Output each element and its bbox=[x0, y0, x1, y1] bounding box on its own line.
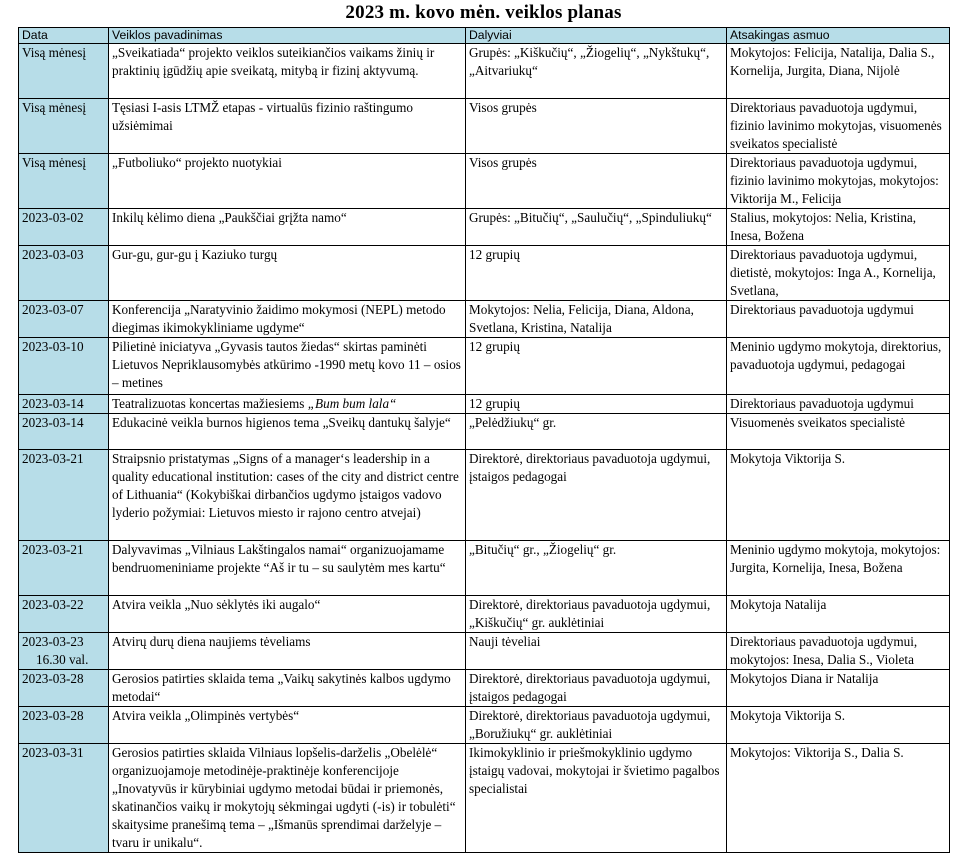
table-row bbox=[19, 209, 950, 246]
table-row bbox=[19, 44, 950, 99]
table-row bbox=[19, 633, 950, 670]
activity-cell: Straipsnio pristatymas „Signs of a manager‘s leadership in a quality educational institution: cases of the city and district centre of Lithuania“ (Kokybiškai dirbančios ugdymo įstaigos vadovo lyderio požymiai: Lietuvos miesto ir rajono centro atvejai) bbox=[109, 450, 466, 541]
activity-plan-table bbox=[18, 27, 950, 853]
participants-cell: „Bitučių“ gr., „Žiogelių“ gr. bbox=[466, 541, 727, 596]
responsible-cell: Mokytojos Diana ir Natalija bbox=[727, 670, 950, 707]
date-cell: 2023-03-31 bbox=[19, 744, 109, 853]
table-row bbox=[19, 414, 950, 450]
activity-cell: Konferencija „Naratyvinio žaidimo mokymosi (NEPL) metodo diegimas ikimokykliniame ugdyme“ bbox=[109, 301, 466, 338]
activity-cell: „Sveikatiada“ projekto veiklos suteikiančios vaikams žinių ir praktinių įgūdžių apie sveikatą, mitybą ir fizinį aktyvumą. bbox=[109, 44, 466, 99]
responsible-cell: Direktoriaus pavaduotoja ugdymui, fizinio lavinimo mokytojas, mokytojos: Viktorija M., Felicija bbox=[727, 154, 950, 209]
responsible-cell: Mokytojos: Felicija, Natalija, Dalia S., Kornelija, Jurgita, Diana, Nijolė bbox=[727, 44, 950, 99]
table-row bbox=[19, 246, 950, 301]
activity-cell: Atvirų durų diena naujiems tėveliams bbox=[109, 633, 466, 670]
responsible-cell: Direktoriaus pavaduotoja ugdymui, fizinio lavinimo mokytojas, visuomenės sveikatos specialistė bbox=[727, 99, 950, 154]
activity-cell: Tęsiasi I-asis LTMŽ etapas - virtualūs fizinio raštingumo užsiėmimai bbox=[109, 99, 466, 154]
column-header-responsible: Atsakingas asmuo bbox=[727, 28, 950, 44]
activity-text: Teatralizuotas koncertas mažiesiems bbox=[112, 396, 308, 411]
date-cell: 2023-03-28 bbox=[19, 707, 109, 744]
table-row bbox=[19, 301, 950, 338]
table-row bbox=[19, 596, 950, 633]
table-row bbox=[19, 154, 950, 209]
table-row bbox=[19, 395, 950, 414]
participants-cell: Grupės: „Kiškučių“, „Žiogelių“, „Nykštukų“, „Aitvariukų“ bbox=[466, 44, 727, 99]
page-title: 2023 m. kovo mėn. veiklos planas bbox=[345, 2, 622, 23]
responsible-cell: Mokytoja Viktorija S. bbox=[727, 450, 950, 541]
date-cell: 2023-03-14 bbox=[19, 395, 109, 414]
activity-cell: Pilietinė iniciatyva „Gyvasis tautos žiedas“ skirtas paminėti Lietuvos Nepriklausomybės atkūrimo -1990 metų kovo 11 – osios – metines bbox=[109, 338, 466, 395]
date-cell: 2023-03-07 bbox=[19, 301, 109, 338]
date-cell: Visą mėnesį bbox=[19, 154, 109, 209]
activity-cell: Atvira veikla „Olimpinės vertybės“ bbox=[109, 707, 466, 744]
date-cell: 2023-03-10 bbox=[19, 338, 109, 395]
activity-cell: Edukacinė veikla burnos higienos tema „Sveikų dantukų šalyje“ bbox=[109, 414, 466, 450]
activity-cell: Dalyvavimas „Vilniaus Lakštingalos namai“ organizuojamame bendruomeniniame projekte “Aš ir tu – su saulytėm mes kartu“ bbox=[109, 541, 466, 596]
date-cell: Visą mėnesį bbox=[19, 44, 109, 99]
participants-cell: Mokytojos: Nelia, Felicija, Diana, Aldona, Svetlana, Kristina, Natalija bbox=[466, 301, 727, 338]
responsible-cell: Direktoriaus pavaduotoja ugdymui, dietistė, mokytojos: Inga A., Kornelija, Svetlana, bbox=[727, 246, 950, 301]
date-cell: 2023-03-28 bbox=[19, 670, 109, 707]
activity-cell: Atvira veikla „Nuo sėklytės iki augalo“ bbox=[109, 596, 466, 633]
table-row bbox=[19, 707, 950, 744]
participants-cell: Grupės: „Bitučių“, „Saulučių“, „Spinduliukų“ bbox=[466, 209, 727, 246]
time-text: 16.30 val. bbox=[36, 652, 89, 667]
table-row bbox=[19, 338, 950, 395]
table-header-row bbox=[19, 28, 950, 44]
table-row bbox=[19, 99, 950, 154]
participants-cell: Visos grupės bbox=[466, 99, 727, 154]
responsible-cell: Mokytojos: Viktorija S., Dalia S. bbox=[727, 744, 950, 853]
date-cell: 2023-03-02 bbox=[19, 209, 109, 246]
table-row bbox=[19, 541, 950, 596]
responsible-cell: Meninio ugdymo mokytoja, direktorius, pavaduotoja ugdymui, pedagogai bbox=[727, 338, 950, 395]
participants-cell: 12 grupių bbox=[466, 338, 727, 395]
activity-cell: Gur-gu, gur-gu į Kaziuko turgų bbox=[109, 246, 466, 301]
show-title-text: „Bum bum lala“ bbox=[307, 396, 397, 411]
participants-cell: „Pelėdžiukų“ gr. bbox=[466, 414, 727, 450]
table-row bbox=[19, 744, 950, 853]
date-cell bbox=[19, 633, 109, 670]
participants-cell: Ikimokyklinio ir priešmokyklinio ugdymo įstaigų vadovai, mokytojai ir švietimo pagalbos specialistai bbox=[466, 744, 727, 853]
participants-cell: Direktorė, direktoriaus pavaduotoja ugdymui, „Kiškučių“ gr. auklėtiniai bbox=[466, 596, 727, 633]
activity-cell: „Futboliuko“ projekto nuotykiai bbox=[109, 154, 466, 209]
participants-cell: Nauji tėveliai bbox=[466, 633, 727, 670]
participants-cell: Direktorė, direktoriaus pavaduotoja ugdymui, įstaigos pedagogai bbox=[466, 670, 727, 707]
activity-cell bbox=[109, 395, 466, 414]
responsible-cell: Direktoriaus pavaduotoja ugdymui bbox=[727, 395, 950, 414]
participants-cell: Visos grupės bbox=[466, 154, 727, 209]
table-row bbox=[19, 670, 950, 707]
date-cell: 2023-03-22 bbox=[19, 596, 109, 633]
participants-cell: Direktorė, direktoriaus pavaduotoja ugdymui, „Boružiukų“ gr. auklėtiniai bbox=[466, 707, 727, 744]
date-cell: 2023-03-21 bbox=[19, 541, 109, 596]
date-cell: 2023-03-14 bbox=[19, 414, 109, 450]
responsible-cell: Visuomenės sveikatos specialistė bbox=[727, 414, 950, 450]
date-cell: Visą mėnesį bbox=[19, 99, 109, 154]
activity-cell: Inkilų kėlimo diena „Paukščiai grįžta namo“ bbox=[109, 209, 466, 246]
participants-cell: 12 grupių bbox=[466, 395, 727, 414]
responsible-cell: Mokytoja Natalija bbox=[727, 596, 950, 633]
activity-cell: Gerosios patirties sklaida Vilniaus lopšelis-darželis „Obelėlė“ organizuojamoje metodinėje-praktinėje konferencijoje „Inovatyvūs ir kūrybiniai ugdymo metodai būdai ir priemonės, skatinančios vaikų ir mokytojų sėkmingai ugdyti (-is) ir tobulėti“ skaitysime pranešimą tema – „Išmanūs sprendimai darželyje – tvaru ir unikalu“. bbox=[109, 744, 466, 853]
participants-cell: 12 grupių bbox=[466, 246, 727, 301]
responsible-cell: Direktoriaus pavaduotoja ugdymui bbox=[727, 301, 950, 338]
table-row bbox=[19, 450, 950, 541]
responsible-cell: Direktoriaus pavaduotoja ugdymui, mokytojos: Inesa, Dalia S., Violeta bbox=[727, 633, 950, 670]
date-cell: 2023-03-21 bbox=[19, 450, 109, 541]
column-header-date: Data bbox=[19, 28, 109, 44]
responsible-cell: Mokytoja Viktorija S. bbox=[727, 707, 950, 744]
participants-cell: Direktorė, direktoriaus pavaduotoja ugdymui, įstaigos pedagogai bbox=[466, 450, 727, 541]
responsible-cell: Meninio ugdymo mokytoja, mokytojos: Jurgita, Kornelija, Inesa, Božena bbox=[727, 541, 950, 596]
date-text: 2023-03-23 bbox=[22, 634, 84, 649]
date-cell: 2023-03-03 bbox=[19, 246, 109, 301]
column-header-activity: Veiklos pavadinimas bbox=[109, 28, 466, 44]
column-header-participants: Dalyviai bbox=[466, 28, 727, 44]
responsible-cell: Stalius, mokytojos: Nelia, Kristina, Inesa, Božena bbox=[727, 209, 950, 246]
activity-cell: Gerosios patirties sklaida tema „Vaikų sakytinės kalbos ugdymo metodai“ bbox=[109, 670, 466, 707]
